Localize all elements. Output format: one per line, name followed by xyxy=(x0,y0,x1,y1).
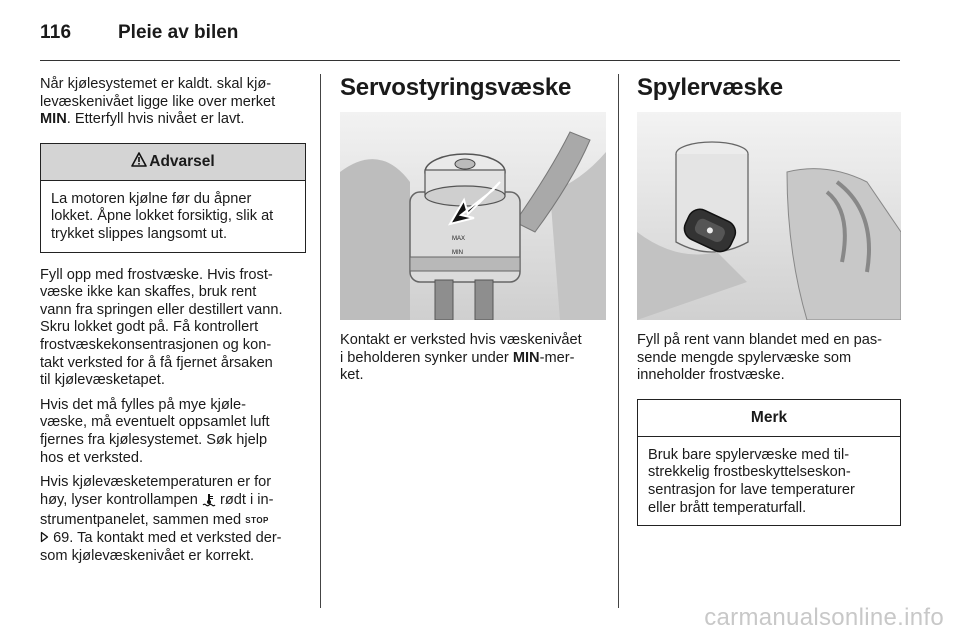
stop-indicator: STOP xyxy=(245,516,269,526)
power-steering-reservoir-illustration xyxy=(340,112,606,320)
warning-heading-text: Advarsel xyxy=(149,152,215,170)
text-line: fjernes fra kjølesystemet. Søk hjelp xyxy=(40,431,268,448)
text-line: lokket. Åpne lokket forsiktig, slik at xyxy=(51,208,274,225)
text-line: Bruk bare spylervæske med til- xyxy=(648,446,850,463)
text-line: hos et verksted. xyxy=(40,449,144,466)
text-line: Skru lokket godt på. Få kontrollert xyxy=(40,319,259,336)
section-heading: Servostyringsvæske xyxy=(340,74,572,101)
text-line: Når kjølesystemet er kaldt. skal kjø- xyxy=(40,76,272,92)
power-steering-text xyxy=(340,332,606,385)
note-box xyxy=(637,399,901,526)
text-line: Hvis det må fylles på mye kjøle- xyxy=(40,396,246,413)
text-line: MIN. Etterfyll hvis nivået er lavt. xyxy=(40,111,245,128)
washer-fluid-text xyxy=(637,332,901,385)
warning-body xyxy=(41,181,305,252)
text-line: væske ikke kan skaffes, bruk rent xyxy=(40,284,257,301)
text-line: levæskenivået ligge like over merket xyxy=(40,93,276,110)
note-body xyxy=(638,437,900,525)
watermark: carmanualsonline.info xyxy=(704,604,944,631)
intro-paragraph xyxy=(40,76,306,129)
text-line: til kjølevæsketapet. xyxy=(40,372,165,389)
page-reference: 69. Ta kontakt med et verksted der- xyxy=(53,529,282,546)
text-line xyxy=(40,530,306,549)
column-divider-right xyxy=(618,74,619,608)
refill-paragraph xyxy=(40,267,306,390)
text-line: sende mengde spylervæske som xyxy=(637,349,852,366)
text-line: i beholderen synker under MIN-mer- xyxy=(340,349,575,366)
text-line: vann fra springen eller destillert vann. xyxy=(40,301,283,318)
text-line: La motoren kjølne før du åpner xyxy=(51,190,252,207)
text-line: Fyll på rent vann blandet med en pas- xyxy=(637,332,882,348)
note-heading: Merk xyxy=(638,400,900,437)
min-mark: MIN xyxy=(40,111,67,128)
text-line: strekkelig frostbeskyttelseskon- xyxy=(648,464,851,481)
section-heading: Spylervæske xyxy=(637,74,783,101)
text-line: eller brått temperaturfall. xyxy=(648,499,807,516)
text-line: Fyll opp med frostvæske. Hvis frost- xyxy=(40,266,273,283)
page-number: 116 xyxy=(40,22,72,43)
min-mark: MIN xyxy=(512,349,540,366)
text-line: sentrasjon for lave temperaturer xyxy=(648,481,855,498)
header-rule xyxy=(40,60,900,61)
text-line: som kjølevæskenivået er korrekt. xyxy=(40,548,255,565)
temperature-paragraph xyxy=(40,474,306,566)
text-line: væske, må eventuelt oppsamlet luft xyxy=(40,414,270,431)
max-level-label: MAX xyxy=(452,236,466,242)
column-coolant xyxy=(40,76,306,573)
air-paragraph xyxy=(40,397,306,467)
text-line: høy, lyser kontrollampen rødt i in- xyxy=(40,492,306,513)
column-power-steering xyxy=(340,74,606,392)
text-line: Kontakt er verksted hvis væskenivået xyxy=(340,332,582,348)
text-line: takt verksted for å få fjernet årsaken xyxy=(40,354,273,371)
coolant-temperature-icon xyxy=(202,493,216,513)
warning-box xyxy=(40,143,306,253)
warning-heading xyxy=(41,144,305,181)
page-title: Pleie av bilen xyxy=(118,22,239,43)
page-reference-arrow-icon xyxy=(40,531,49,549)
washer-fluid-reservoir-illustration xyxy=(637,112,901,320)
warning-triangle-icon xyxy=(131,152,147,172)
text-line: strumentpanelet, sammen med STOP xyxy=(40,512,269,529)
column-divider-left xyxy=(320,74,321,608)
min-level-label: MIN xyxy=(452,250,463,256)
text-line: frostvæskekonsentrasjonen og kon- xyxy=(40,336,272,353)
text-line: inneholder frostvæske. xyxy=(637,367,785,384)
text-line: trykket slippes langsomt ut. xyxy=(51,225,228,242)
column-washer-fluid xyxy=(637,74,901,540)
text-line: Hvis kjølevæsketemperaturen er for xyxy=(40,474,272,491)
text-line: ket. xyxy=(340,367,364,384)
